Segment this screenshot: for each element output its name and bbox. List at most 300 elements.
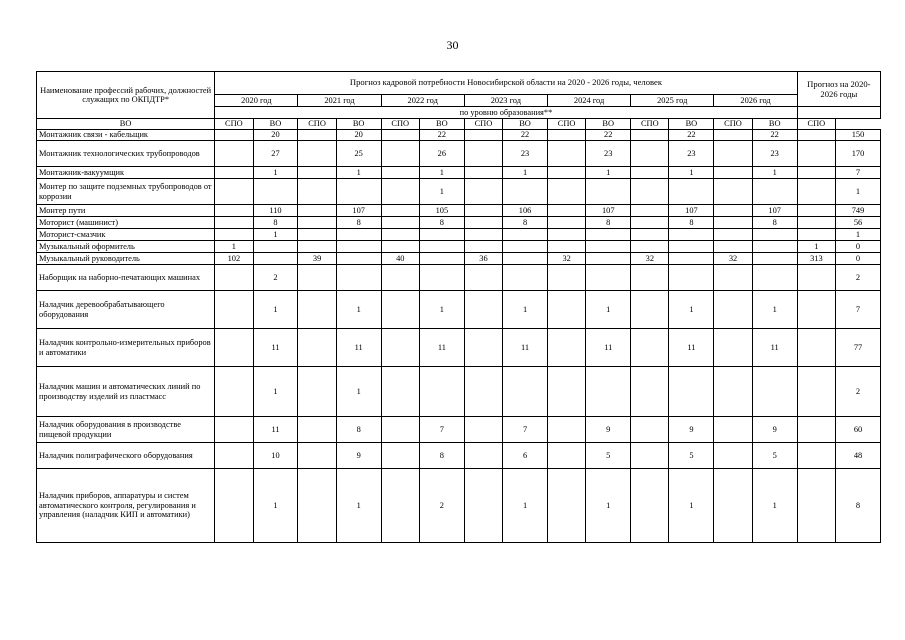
value-cell: 105 [419,205,464,217]
value-cell: 2 [836,265,881,291]
value-cell [631,469,669,543]
table-row [37,141,881,167]
value-cell [503,367,548,417]
value-cell [714,329,752,367]
value-cell: 8 [669,217,714,229]
value-cell: 11 [586,329,631,367]
profession-name: Монтажник технологических трубопроводов [37,141,215,167]
value-cell: 5 [669,443,714,469]
value-cell: 23 [752,141,797,167]
value-cell: 60 [836,417,881,443]
profession-name: Монтажник-вакуумщик [37,167,215,179]
value-cell [714,167,752,179]
value-cell: 9 [669,417,714,443]
profession-name: Наладчик машин и автоматических линий по производству изделий из пластмасс [37,367,215,417]
value-cell [631,217,669,229]
value-cell [714,217,752,229]
table-row [37,167,881,179]
header-level-spo: СПО [298,119,336,130]
value-cell [547,167,585,179]
value-cell: 22 [586,130,631,141]
value-cell [669,253,714,265]
value-cell: 9 [586,417,631,443]
table-row [37,217,881,229]
value-cell [381,367,419,417]
value-cell: 32 [547,253,585,265]
value-cell [464,130,502,141]
value-cell: 20 [336,130,381,141]
value-cell [215,291,253,329]
value-cell [797,179,835,205]
value-cell: 107 [336,205,381,217]
value-cell: 1 [336,469,381,543]
value-cell [714,469,752,543]
value-cell [381,179,419,205]
value-cell [381,205,419,217]
header-name-column: Наименование профессий рабочих, должностей служащих по ОКПДТР* [37,72,215,119]
value-cell [631,443,669,469]
value-cell [464,367,502,417]
value-cell: 1 [253,367,298,417]
value-cell [714,130,752,141]
value-cell: 40 [381,253,419,265]
value-cell: 749 [836,205,881,217]
header-level-spo: СПО [547,119,585,130]
value-cell [631,367,669,417]
table-row [37,205,881,217]
value-cell [547,141,585,167]
value-cell [215,205,253,217]
value-cell [547,229,585,241]
value-cell: 8 [752,217,797,229]
value-cell [419,367,464,417]
table-row [37,329,881,367]
value-cell [298,417,336,443]
value-cell: 0 [836,253,881,265]
value-cell [215,179,253,205]
value-cell: 1 [586,167,631,179]
value-cell [215,367,253,417]
value-cell: 8 [586,217,631,229]
value-cell: 1 [586,291,631,329]
value-cell [381,443,419,469]
value-cell [464,217,502,229]
value-cell: 1 [752,291,797,329]
value-cell [381,417,419,443]
header-year-2: 2022 год [381,95,464,107]
profession-name: Наладчик контрольно-измерительных приборов и автоматики [37,329,215,367]
value-cell [547,329,585,367]
value-cell: 313 [797,253,835,265]
value-cell [336,229,381,241]
value-cell [752,241,797,253]
value-cell [547,291,585,329]
value-cell [298,265,336,291]
value-cell [714,291,752,329]
value-cell [464,443,502,469]
value-cell [631,167,669,179]
value-cell: 106 [503,205,548,217]
value-cell: 8 [253,217,298,229]
value-cell [215,417,253,443]
table-row [37,469,881,543]
value-cell [215,141,253,167]
value-cell [298,141,336,167]
value-cell [669,229,714,241]
value-cell [669,241,714,253]
value-cell [215,443,253,469]
value-cell [253,241,298,253]
value-cell [298,130,336,141]
value-cell: 1 [419,291,464,329]
value-cell [215,167,253,179]
value-cell: 23 [669,141,714,167]
value-cell: 1 [336,291,381,329]
value-cell: 6 [503,443,548,469]
value-cell [797,291,835,329]
value-cell [714,417,752,443]
header-level-spo: СПО [381,119,419,130]
value-cell [464,329,502,367]
value-cell [631,130,669,141]
value-cell: 32 [631,253,669,265]
profession-name: Наладчик полиграфического оборудования [37,443,215,469]
value-cell: 5 [586,443,631,469]
value-cell [298,167,336,179]
value-cell: 7 [503,417,548,443]
table-row [37,443,881,469]
value-cell: 11 [253,329,298,367]
header-level-spo: СПО [464,119,502,130]
header-level-spo: СПО [714,119,752,130]
value-cell: 8 [503,217,548,229]
value-cell: 102 [215,253,253,265]
value-cell: 1 [752,469,797,543]
header-year-3: 2023 год [464,95,547,107]
value-cell [298,291,336,329]
value-cell [503,241,548,253]
value-cell: 8 [419,443,464,469]
value-cell [381,265,419,291]
value-cell: 27 [253,141,298,167]
value-cell [253,253,298,265]
value-cell [298,367,336,417]
value-cell [752,179,797,205]
value-cell: 7 [419,417,464,443]
value-cell [336,241,381,253]
value-cell: 26 [419,141,464,167]
value-cell [797,229,835,241]
value-cell: 170 [836,141,881,167]
value-cell: 10 [253,443,298,469]
header-total-title: Прогноз на 2020-2026 годы [797,72,880,107]
table-row [37,265,881,291]
header-year-1: 2021 год [298,95,381,107]
value-cell [714,141,752,167]
value-cell: 20 [253,130,298,141]
value-cell: 22 [752,130,797,141]
value-cell [215,265,253,291]
value-cell [631,241,669,253]
value-cell [381,167,419,179]
profession-name: Моторист-смазчик [37,229,215,241]
value-cell [797,417,835,443]
value-cell [586,179,631,205]
value-cell [298,469,336,543]
value-cell: 77 [836,329,881,367]
value-cell [298,443,336,469]
table-body [37,130,881,543]
value-cell [215,217,253,229]
value-cell [714,205,752,217]
value-cell [714,265,752,291]
table-row [37,367,881,417]
header-level-vo: ВО [253,119,298,130]
value-cell: 8 [336,217,381,229]
table-row [37,253,881,265]
header-levels-row [37,119,881,130]
value-cell: 1 [336,167,381,179]
header-year-6: 2026 год [714,95,797,107]
value-cell [586,367,631,417]
value-cell [586,265,631,291]
value-cell [586,229,631,241]
value-cell: 9 [752,417,797,443]
value-cell: 107 [669,205,714,217]
value-cell [631,265,669,291]
value-cell [547,469,585,543]
value-cell [586,253,631,265]
value-cell [336,253,381,265]
value-cell: 9 [336,443,381,469]
value-cell [669,179,714,205]
value-cell [419,241,464,253]
value-cell [381,291,419,329]
profession-name: Монтер пути [37,205,215,217]
value-cell [547,179,585,205]
value-cell [381,469,419,543]
value-cell [419,229,464,241]
value-cell: 2 [253,265,298,291]
value-cell: 1 [503,291,548,329]
value-cell [503,253,548,265]
value-cell [298,241,336,253]
value-cell [503,265,548,291]
profession-name: Наладчик оборудования в производстве пищевой продукции [37,417,215,443]
value-cell: 11 [253,417,298,443]
value-cell [215,130,253,141]
value-cell: 1 [253,291,298,329]
value-cell [547,265,585,291]
value-cell: 1 [419,167,464,179]
value-cell: 7 [836,291,881,329]
value-cell [714,229,752,241]
value-cell [631,329,669,367]
value-cell: 1 [215,241,253,253]
value-cell [298,229,336,241]
value-cell: 7 [836,167,881,179]
value-cell [631,179,669,205]
value-cell: 22 [669,130,714,141]
value-cell [714,367,752,417]
value-cell [464,167,502,179]
value-cell [381,217,419,229]
value-cell [381,241,419,253]
value-cell [752,265,797,291]
header-level-spo: СПО [215,119,253,130]
header-level-vo: ВО [503,119,548,130]
value-cell [464,241,502,253]
value-cell [547,443,585,469]
header-level-spo: СПО [797,119,835,130]
value-cell: 36 [464,253,502,265]
value-cell: 110 [253,205,298,217]
value-cell [752,367,797,417]
value-cell [547,217,585,229]
value-cell [464,265,502,291]
value-cell: 107 [752,205,797,217]
table-row [37,241,881,253]
value-cell [714,241,752,253]
table-row [37,179,881,205]
value-cell: 1 [797,241,835,253]
value-cell [797,265,835,291]
header-year-4: 2024 год [547,95,630,107]
value-cell: 1 [419,179,464,205]
header-level-vo: ВО [669,119,714,130]
value-cell: 2 [836,367,881,417]
table-row [37,130,881,141]
value-cell [547,417,585,443]
value-cell: 32 [714,253,752,265]
header-forecast-title: Прогноз кадровой потребности Новосибирской области на 2020 - 2026 годы, человек [215,72,797,95]
value-cell: 2 [419,469,464,543]
value-cell [797,217,835,229]
value-cell [464,229,502,241]
value-cell: 1 [669,167,714,179]
value-cell [464,291,502,329]
value-cell [797,141,835,167]
value-cell: 1 [336,367,381,417]
value-cell [381,130,419,141]
value-cell [797,469,835,543]
value-cell: 22 [503,130,548,141]
page-number: 30 [446,38,459,52]
value-cell [253,179,298,205]
value-cell [669,367,714,417]
value-cell: 25 [336,141,381,167]
value-cell [631,229,669,241]
value-cell [381,229,419,241]
header-level-vo: ВО [419,119,464,130]
value-cell: 8 [419,217,464,229]
value-cell: 1 [669,469,714,543]
value-cell: 11 [419,329,464,367]
value-cell: 5 [752,443,797,469]
value-cell [797,367,835,417]
value-cell [298,217,336,229]
value-cell: 39 [298,253,336,265]
profession-name: Монтажник связи - кабельщик [37,130,215,141]
value-cell: 8 [336,417,381,443]
value-cell [631,291,669,329]
value-cell [714,443,752,469]
header-level-spo: СПО [631,119,669,130]
profession-name: Монтер по защите подземных трубопроводов от коррозии [37,179,215,205]
value-cell [215,469,253,543]
value-cell: 107 [586,205,631,217]
value-cell: 0 [836,241,881,253]
value-cell [503,229,548,241]
value-cell: 11 [503,329,548,367]
header-level-vo: ВО [37,119,215,130]
value-cell: 1 [836,229,881,241]
value-cell [464,179,502,205]
value-cell: 11 [336,329,381,367]
value-cell [298,179,336,205]
value-cell [336,265,381,291]
value-cell [631,141,669,167]
value-cell: 1 [253,229,298,241]
header-year-0: 2020 год [215,95,298,107]
value-cell [464,205,502,217]
value-cell: 8 [836,469,881,543]
value-cell [464,417,502,443]
value-cell: 1 [669,291,714,329]
value-cell: 23 [503,141,548,167]
value-cell: 1 [752,167,797,179]
value-cell [631,417,669,443]
value-cell [797,130,835,141]
header-row-1 [37,72,881,95]
profession-name: Моторист (машинист) [37,217,215,229]
value-cell: 150 [836,130,881,141]
value-cell [464,469,502,543]
value-cell [381,329,419,367]
profession-name: Наладчик приборов, аппаратуры и систем автоматического контроля, регулирования и управления (наладчик КИП и автоматики) [37,469,215,543]
value-cell: 1 [253,167,298,179]
value-cell [714,179,752,205]
value-cell [547,367,585,417]
value-cell [752,229,797,241]
profession-name: Музыкальный оформитель [37,241,215,253]
value-cell [215,329,253,367]
value-cell [752,253,797,265]
value-cell [298,205,336,217]
value-cell: 48 [836,443,881,469]
value-cell [336,179,381,205]
value-cell: 1 [503,167,548,179]
value-cell [547,241,585,253]
value-cell [419,265,464,291]
value-cell [797,167,835,179]
header-level-vo: ВО [752,119,797,130]
value-cell [381,141,419,167]
header-level-vo: ВО [336,119,381,130]
value-cell [547,205,585,217]
header-year-5: 2025 год [631,95,714,107]
value-cell [547,130,585,141]
value-cell [797,443,835,469]
profession-name: Наборщик на наборно-печатающих машинах [37,265,215,291]
table-row [37,417,881,443]
value-cell [215,229,253,241]
profession-name: Наладчик деревообрабатывающего оборудования [37,291,215,329]
header-education-blank [797,107,880,119]
table-row [37,229,881,241]
value-cell: 56 [836,217,881,229]
value-cell: 1 [253,469,298,543]
